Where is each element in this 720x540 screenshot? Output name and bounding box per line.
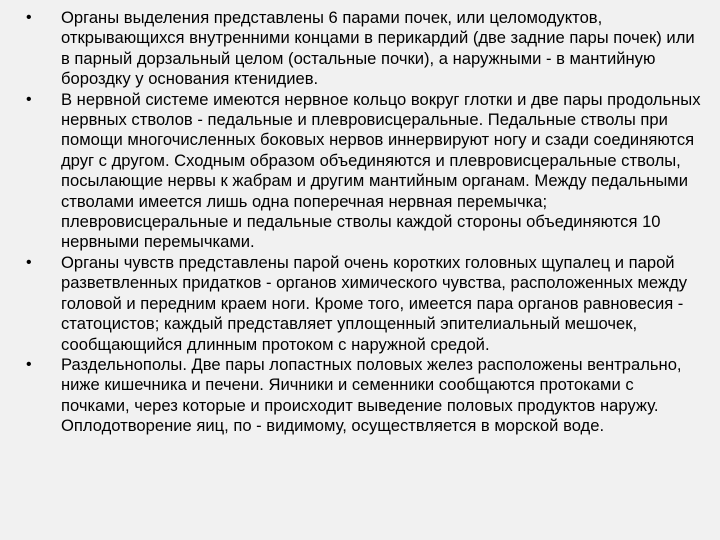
bullet-text: В нервной системе имеются нервное кольцо вокруг глотки и две пары продольных нервных стволов - педальные и плевровисцеральные. Педальные стволы при помощи многочисленных боковых нервов иннервируют ногу и сзади соединяются друг с другом. Сходным образом объединяются и плевровисцеральные стволы, посылающие нервы к жабрам и другим мантийным органам. Между педальными стволами имеется лишь одна поперечная нервная перемычка; плевровисцеральные и педальные стволы каждой стороны объединяются 10 нервными перемычками.: [61, 89, 701, 252]
bullet-point: •: [26, 355, 32, 373]
bullet-list: [26, 8, 706, 437]
bullet-text: Органы чувств представлены парой очень коротких головных щупалец и парой разветвленных придатков - органов химического чувства, расположенных между головой и передним краем ноги. Кроме того, имеется пара органов равновесия - статоцистов; каждый представляет уплощенный эпителиальный мешочек, сообщающийся длинным протоком с наружной средой.: [61, 252, 688, 354]
bullet-item-nervous-system: [26, 90, 706, 253]
bullet-text: Раздельнополы. Две пары лопастных половых желез расположены вентрально, ниже кишечника и печени. Яичники и семенники сообщаются протоками с почками, через которые и происходит выведение половых продуктов наружу. Оплодотворение яиц, по - видимому, осуществляется в морской воде.: [61, 354, 682, 436]
bullet-text: Органы выделения представлены 6 парами почек, или целомодуктов, открывающихся внутренними концами в перикардий (две задние пары почек) или в парный дорзальный целом (остальные почки), а наружными - в мантийную бороздку у основания ктенидиев.: [61, 8, 695, 89]
bullet-point: •: [26, 253, 32, 271]
bullet-item-sense-organs: [26, 253, 706, 355]
bullet-item-excretory-organs: [26, 8, 706, 90]
bullet-point: •: [26, 90, 32, 108]
bullet-item-reproduction: [26, 355, 706, 437]
bullet-point: •: [26, 9, 32, 26]
